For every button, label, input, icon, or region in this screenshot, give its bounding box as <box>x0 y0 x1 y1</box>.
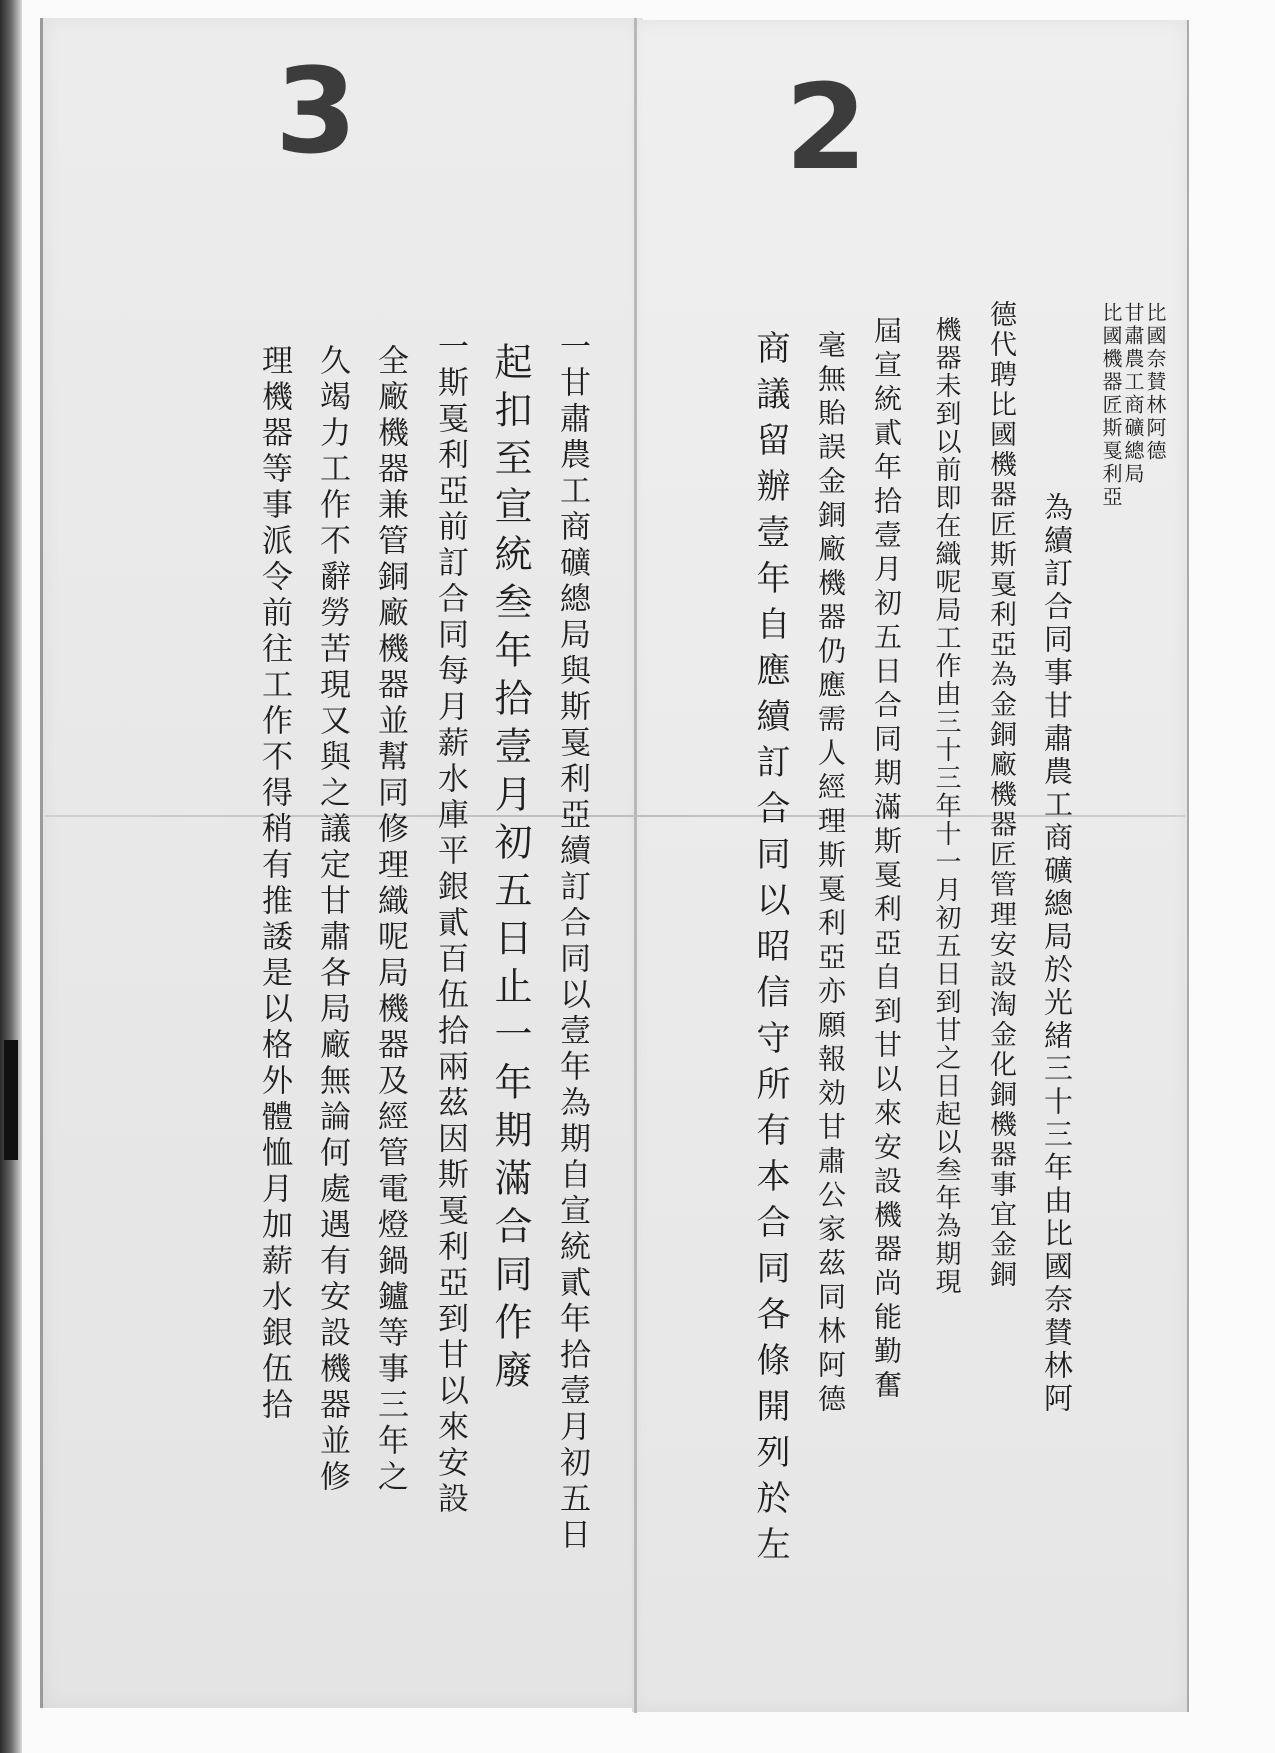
left-column-6: 理機器等事派令前往工作不得稍有推諉是以格外體恤月加薪水銀伍拾 <box>256 344 292 1424</box>
left-column-3: 一斯戛利亞前訂合同每月薪水庫平銀貳百伍拾兩茲因斯戛利亞到甘以來安設 <box>432 330 468 1518</box>
page-number-left: 3 <box>275 42 358 180</box>
right-column-2: 德代聘比國機器匠斯戛利亞為金銅廠機器匠管理安設淘金化銅機器事宜金銅 <box>985 300 1016 1290</box>
left-column-2: 起扣至宣統叁年拾壹月初五日止一年期滿合同作廢 <box>488 342 532 1398</box>
header-line-3: 比國機器匠斯戛利亞 <box>1099 302 1123 509</box>
header-line-1: 比國奈賛林阿德 <box>1143 302 1167 463</box>
left-column-5: 久竭力工作不辭勞苦現又與之議定甘肅各局廠無論何處遇有安設機器並修 <box>314 344 350 1496</box>
center-fold <box>634 18 637 1713</box>
right-column-5: 毫無貽誤金銅廠機器仍應需人經理斯戛利亞亦願報効甘肅公家茲同林阿德 <box>814 330 847 1418</box>
scan-edge <box>0 0 22 1753</box>
header-line-2: 甘肅農工商礦總局 <box>1121 302 1145 486</box>
page-right <box>632 20 1189 1712</box>
right-column-6: 商議留辦壹年自應續訂合同以昭信守所有本合同各條開列於左 <box>750 330 790 1572</box>
right-column-1: 為續訂合同事甘肅農工商礦總局於光緒三十三年由比國奈賛林阿 <box>1040 492 1074 1416</box>
page-number-right: 2 <box>785 58 868 196</box>
left-column-1: 一甘肅農工商礦總局與斯戛利亞續訂合同以壹年為期自宣統貳年拾壹月初五日 <box>554 330 590 1554</box>
right-column-4: 屆宣統貳年拾壹月初五日合同期滿斯戛利亞自到甘以來安設機器尚能勤奮 <box>870 316 903 1404</box>
left-column-4: 全廠機器兼管銅廠機器並幫同修理織呢局機器及經管電燈鍋鑪等事三年之 <box>372 344 408 1496</box>
right-column-3: 機器未到以前即在織呢局工作由三十三年十一月初五日到甘之日起以叁年為期現 <box>931 316 961 1296</box>
document-header <box>1098 302 1178 562</box>
